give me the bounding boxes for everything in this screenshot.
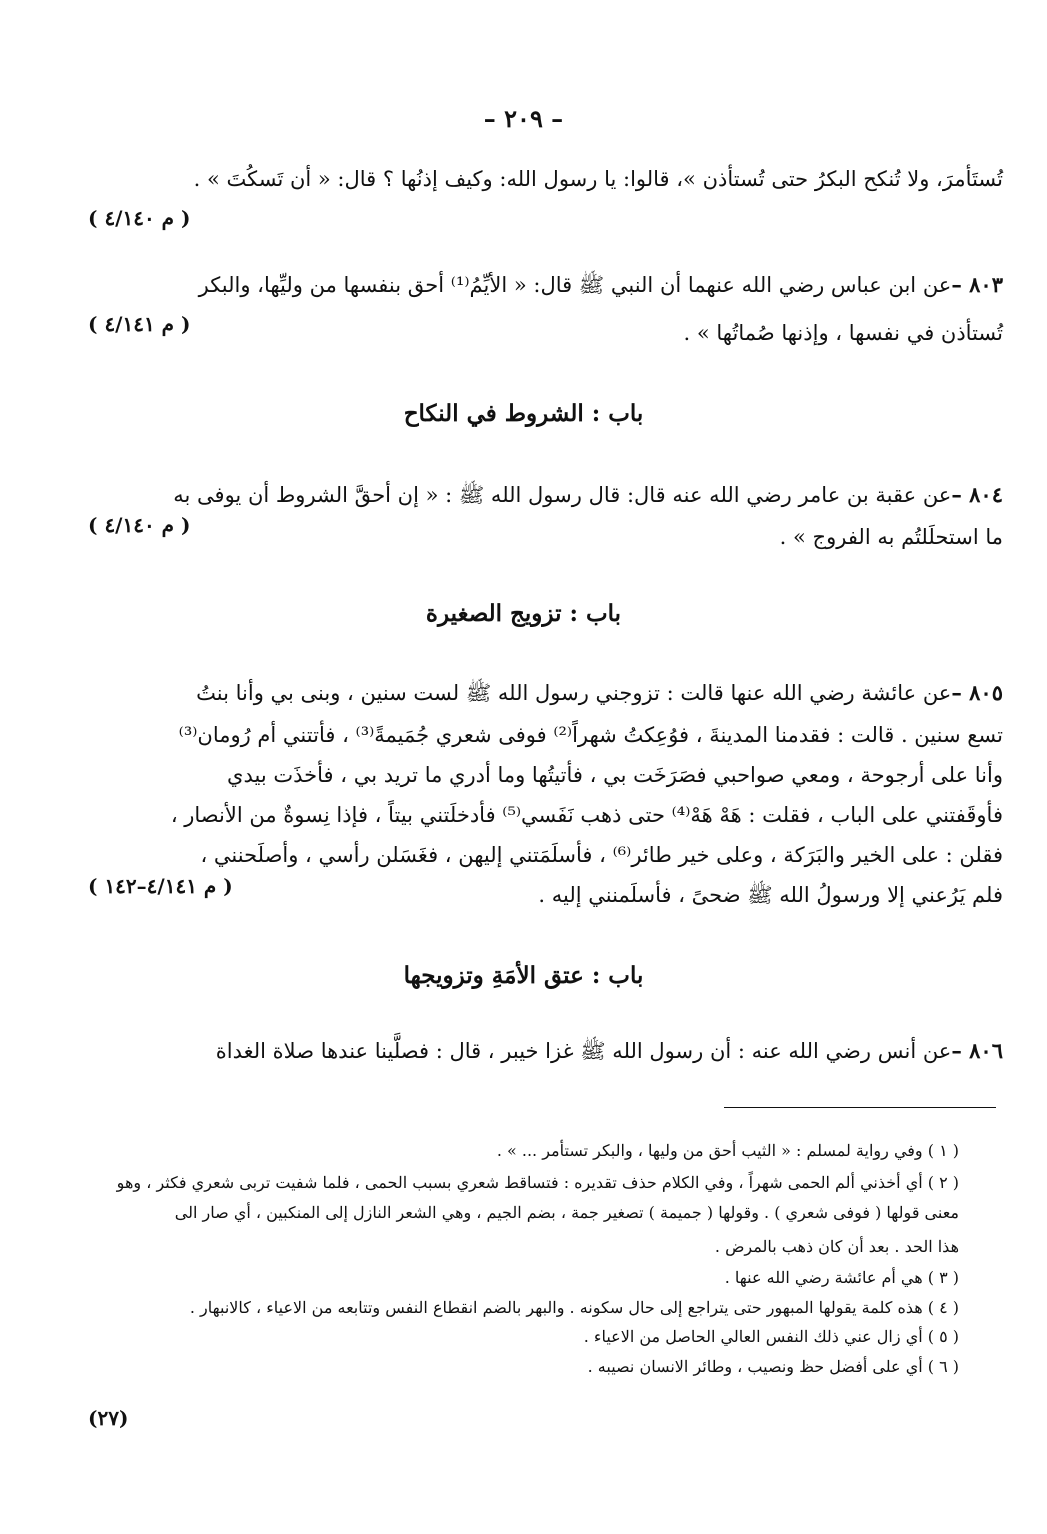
footnote-3: ( ٣ ) هي أم عائشة رضي الله عنها . — [724, 1268, 959, 1287]
hadith-805-reference: ( م ٤/١٤١–١٤٢ ) — [88, 874, 233, 898]
hadith-806-line-1 — [44, 1036, 1003, 1066]
footnote-5: ( ٥ ) أي زال عني ذلك النفس العالي الحاصل من الاعياء . — [583, 1327, 959, 1346]
hadith-803-number: ٨٠٣ – — [951, 272, 1003, 297]
hadith-804-number: ٨٠٤ – — [951, 482, 1003, 507]
hadith-804-line-1 — [44, 480, 1003, 510]
page-number: – ٢٠٩ – — [483, 104, 564, 133]
hadith-805-line-2: تسع سنين . قالت : فقدمنا المدينةَ ، فوُعِكتُ شهراً⁽²⁾ فوفى شعري جُمَيمةً⁽³⁾ ، فأتتني أم رُومان⁽³⁾ — [178, 723, 1003, 747]
hadith-806-text-1: عن أنس رضي الله عنه : أن رسول الله ﷺ غزا خيبر ، قال : فصلَّينا عندها صلاة الغداة — [215, 1039, 952, 1063]
hadith-806-number: ٨٠٦ – — [951, 1038, 1003, 1063]
hadith-805-line-4: فأوقَفتني على الباب ، فقلت : هَهْ هَهْ⁽⁴⁾ حتى ذهب نَفَسي⁽⁵⁾ فأدخلَتني بيتاً ، فإذا نِسوةٌ من الأنصار ، — [170, 803, 1003, 827]
hadith-804-reference: ( م ٤/١٤٠ ) — [88, 513, 191, 537]
footnote-4: ( ٤ ) هذه كلمة يقولها المبهور حتى يتراجع إلى حال سكونه . والبهر بالضم انقطاع النفس وتتابعه من الاعياء ، كالانبهار . — [189, 1298, 959, 1317]
footnote-2-cont-1: معنى قولها ( فوفى شعري ) . وقولها ( جميمة ) تصغير جمة ، بضم الجيم ، وهي الشعر النازل إلى المنكبين ، أي صار الى — [174, 1203, 959, 1222]
sheet-signature: (٢٧) — [88, 1406, 129, 1430]
hadith-804-text-1: عن عقبة بن عامر رضي الله عنه قال: قال رسول الله ﷺ : « إن أحقَّ الشروط أن يوفى به — [173, 483, 952, 507]
hadith-805-number: ٨٠٥ – — [951, 680, 1003, 705]
hadith-804-line-2: ما استحلَلتُم به الفروج » . — [779, 525, 1003, 549]
hadith-805-line-6: فلم يَرُعني إلا ورسولُ الله ﷺ ضحىً ، فأسلَمنني إليه . — [538, 883, 1003, 907]
hadith-803-text-1: عن ابن عباس رضي الله عنهما أن النبي ﷺ قال: « الأيِّمُ⁽¹⁾ أحق بنفسها من وليِّها، والبكر — [198, 273, 952, 297]
hadith-805-line-1 — [44, 678, 1003, 708]
footnote-2-cont-2: هذا الحد . بعد أن كان ذهب بالمرض . — [714, 1237, 959, 1256]
footnote-2: ( ٢ ) أي أخذني ألم الحمى شهراً ، وفي الكلام حذف تقديره : فتساقط شعري بسبب الحمى ، فلما شفيت تربى شعري فكثر ، وهو — [116, 1173, 959, 1192]
hadith-805-line-5: فقلن : على الخير والبَرَكة ، وعلى خير طائر⁽⁶⁾ ، فأسلَمَتني إليهن ، فغَسَلن رأسي ، وأصلَحنني ، — [200, 843, 1003, 867]
hadith-803-line-1 — [44, 270, 1003, 300]
footnote-1: ( ١ ) وفي رواية لمسلم : « الثيب أحق من وليها ، والبكر تستأمر ... » . — [496, 1141, 959, 1160]
hadith-803-line-2: تُستأذن في نفسها ، وإذنها صُماتُها » . — [683, 321, 1003, 345]
footnote-divider — [724, 1107, 996, 1108]
section-heading-manumission: باب : عتق الأمَةِ وتزويجها — [403, 962, 644, 989]
hadith-805-line-3: وأنا على أرجوحة ، ومعي صواحبي فصَرَخَت بي ، فأتيتُها وما أدري ما تريد بي ، فأخذَت بيدي — [227, 763, 1003, 787]
continuation-reference: ( م ٤/١٤٠ ) — [88, 206, 191, 230]
hadith-803-reference: ( م ٤/١٤١ ) — [88, 312, 191, 336]
continuation-line: تُستَأمرَ، ولا تُنكح البكرُ حتى تُستأذن »، قالوا: يا رسول الله: وكيف إذنُها ؟ قال: « أن تَسكُتَ » . — [193, 167, 1003, 191]
section-heading-young-marriage: باب : تزويج الصغيرة — [425, 600, 622, 627]
hadith-805-text-1: عن عائشة رضي الله عنها قالت : تزوجني رسول الله ﷺ لست سنين ، وبنى بي وأنا بنتُ — [196, 681, 952, 705]
section-heading-conditions: باب : الشروط في النكاح — [403, 400, 644, 427]
footnote-6: ( ٦ ) أي على أفضل حظ ونصيب ، وطائر الانسان نصيبه . — [587, 1357, 959, 1376]
